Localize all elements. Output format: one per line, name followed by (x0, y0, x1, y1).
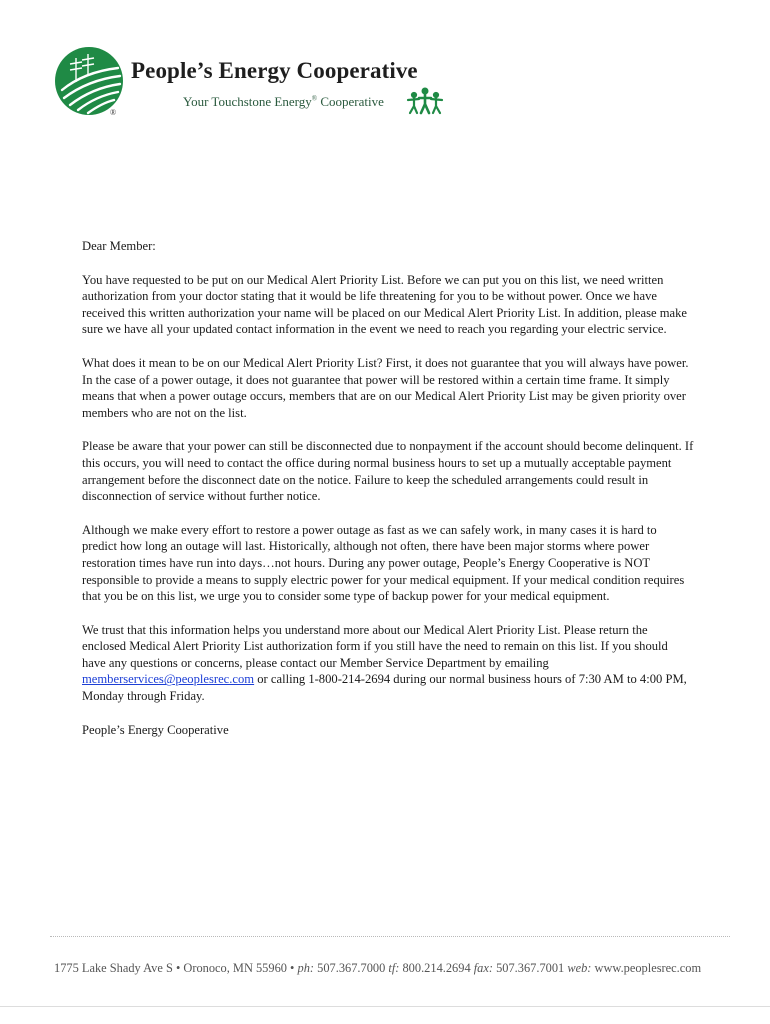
paragraph-4: Although we make every effort to restore a power outage as fast as we can safely work, in many cases it is hard to predict how long an outage will last. Historically, although not often, there have been major storms where power restoration times have run into days…not hours. During any power outage, People’s Energy Cooperative is NOT responsible to provide a means to supply electric power for your medical equipment. If your medical condition requires that you be on this list, we urge you to consider some type of backup power for your medical equipment. (82, 522, 685, 604)
organization-name: People’s Energy Cooperative (131, 58, 418, 83)
footer-contact-line (54, 961, 744, 976)
paragraph-3: Please be aware that your power can still be disconnected due to nonpayment if the account should become delinquent. If this occurs, you will need to contact the office during normal business hours to set up a mutually acceptable payment arrangement before the disconnect date on the notice. Failure to keep the scheduled arrangements could result in disconnection of service without further notice. (82, 439, 694, 504)
footer-fax-label: fax: (473, 961, 493, 975)
footer-website: www.peoplesrec.com (591, 961, 702, 975)
page-bottom-divider (0, 1006, 770, 1007)
footer-phone-label: ph: (297, 961, 315, 975)
cooperative-logo-icon (54, 46, 124, 116)
paragraph-5 (82, 622, 694, 705)
tagline-prefix: Your Touchstone Energy (183, 94, 312, 109)
tagline-registered-mark: ® (311, 94, 318, 103)
footer-web-label: web: (567, 961, 592, 975)
paragraph-5-intro: We trust that this information helps you understand more about our Medical Alert Priority List. Please return the enclosed Medical Alert Priority List authorization form if you still have the need to remain on this list. If you should have any questions or concerns, please contact our Member Service Department by emailing (82, 622, 668, 670)
touchstone-energy-icon (405, 86, 445, 116)
footer-phone: 507.367.7000 (314, 961, 389, 975)
logo-registered-mark: ® (110, 108, 117, 117)
letter-body (82, 238, 694, 755)
footer-divider (50, 936, 730, 937)
paragraph-1: You have requested to be put on our Medical Alert Priority List. Before we can put you on this list, we need written authorization from your doctor stating that it would be life threatening for you to be without power. Once we have received this written authorization your name will be placed on our Medical Alert Priority List. In addition, please make sure we have all your updated contact information in the event we need to reach you regarding your electric service. (82, 272, 688, 337)
footer-address: 1775 Lake Shady Ave S • Oronoco, MN 55960 • (54, 961, 298, 975)
tagline-suffix: Cooperative (317, 94, 384, 109)
paragraph-2: What does it mean to be on our Medical Alert Priority List? First, it does not guarantee that you will always have power. In the case of a power outage, it does not guarantee that power will be restored within a certain time frame. It simply means that when a power outage occurs, members that are on our Medical Alert Priority List may be given priority over members who are not on the list. (82, 355, 689, 420)
member-services-email-link[interactable]: memberservices@peoplesrec.com (82, 672, 255, 687)
paragraph-5-closing: or calling 1-800-214-2694 during our normal business hours of 7:30 AM to 4:00 PM, Monday through Friday. (82, 672, 687, 704)
salutation: Dear Member: (82, 239, 156, 253)
footer-tollfree: 800.214.2694 (399, 961, 474, 975)
footer-tollfree-label: tf: (388, 961, 400, 975)
tagline (183, 94, 384, 110)
footer-fax: 507.367.7001 (493, 961, 568, 975)
signature: People’s Energy Cooperative (82, 722, 229, 737)
